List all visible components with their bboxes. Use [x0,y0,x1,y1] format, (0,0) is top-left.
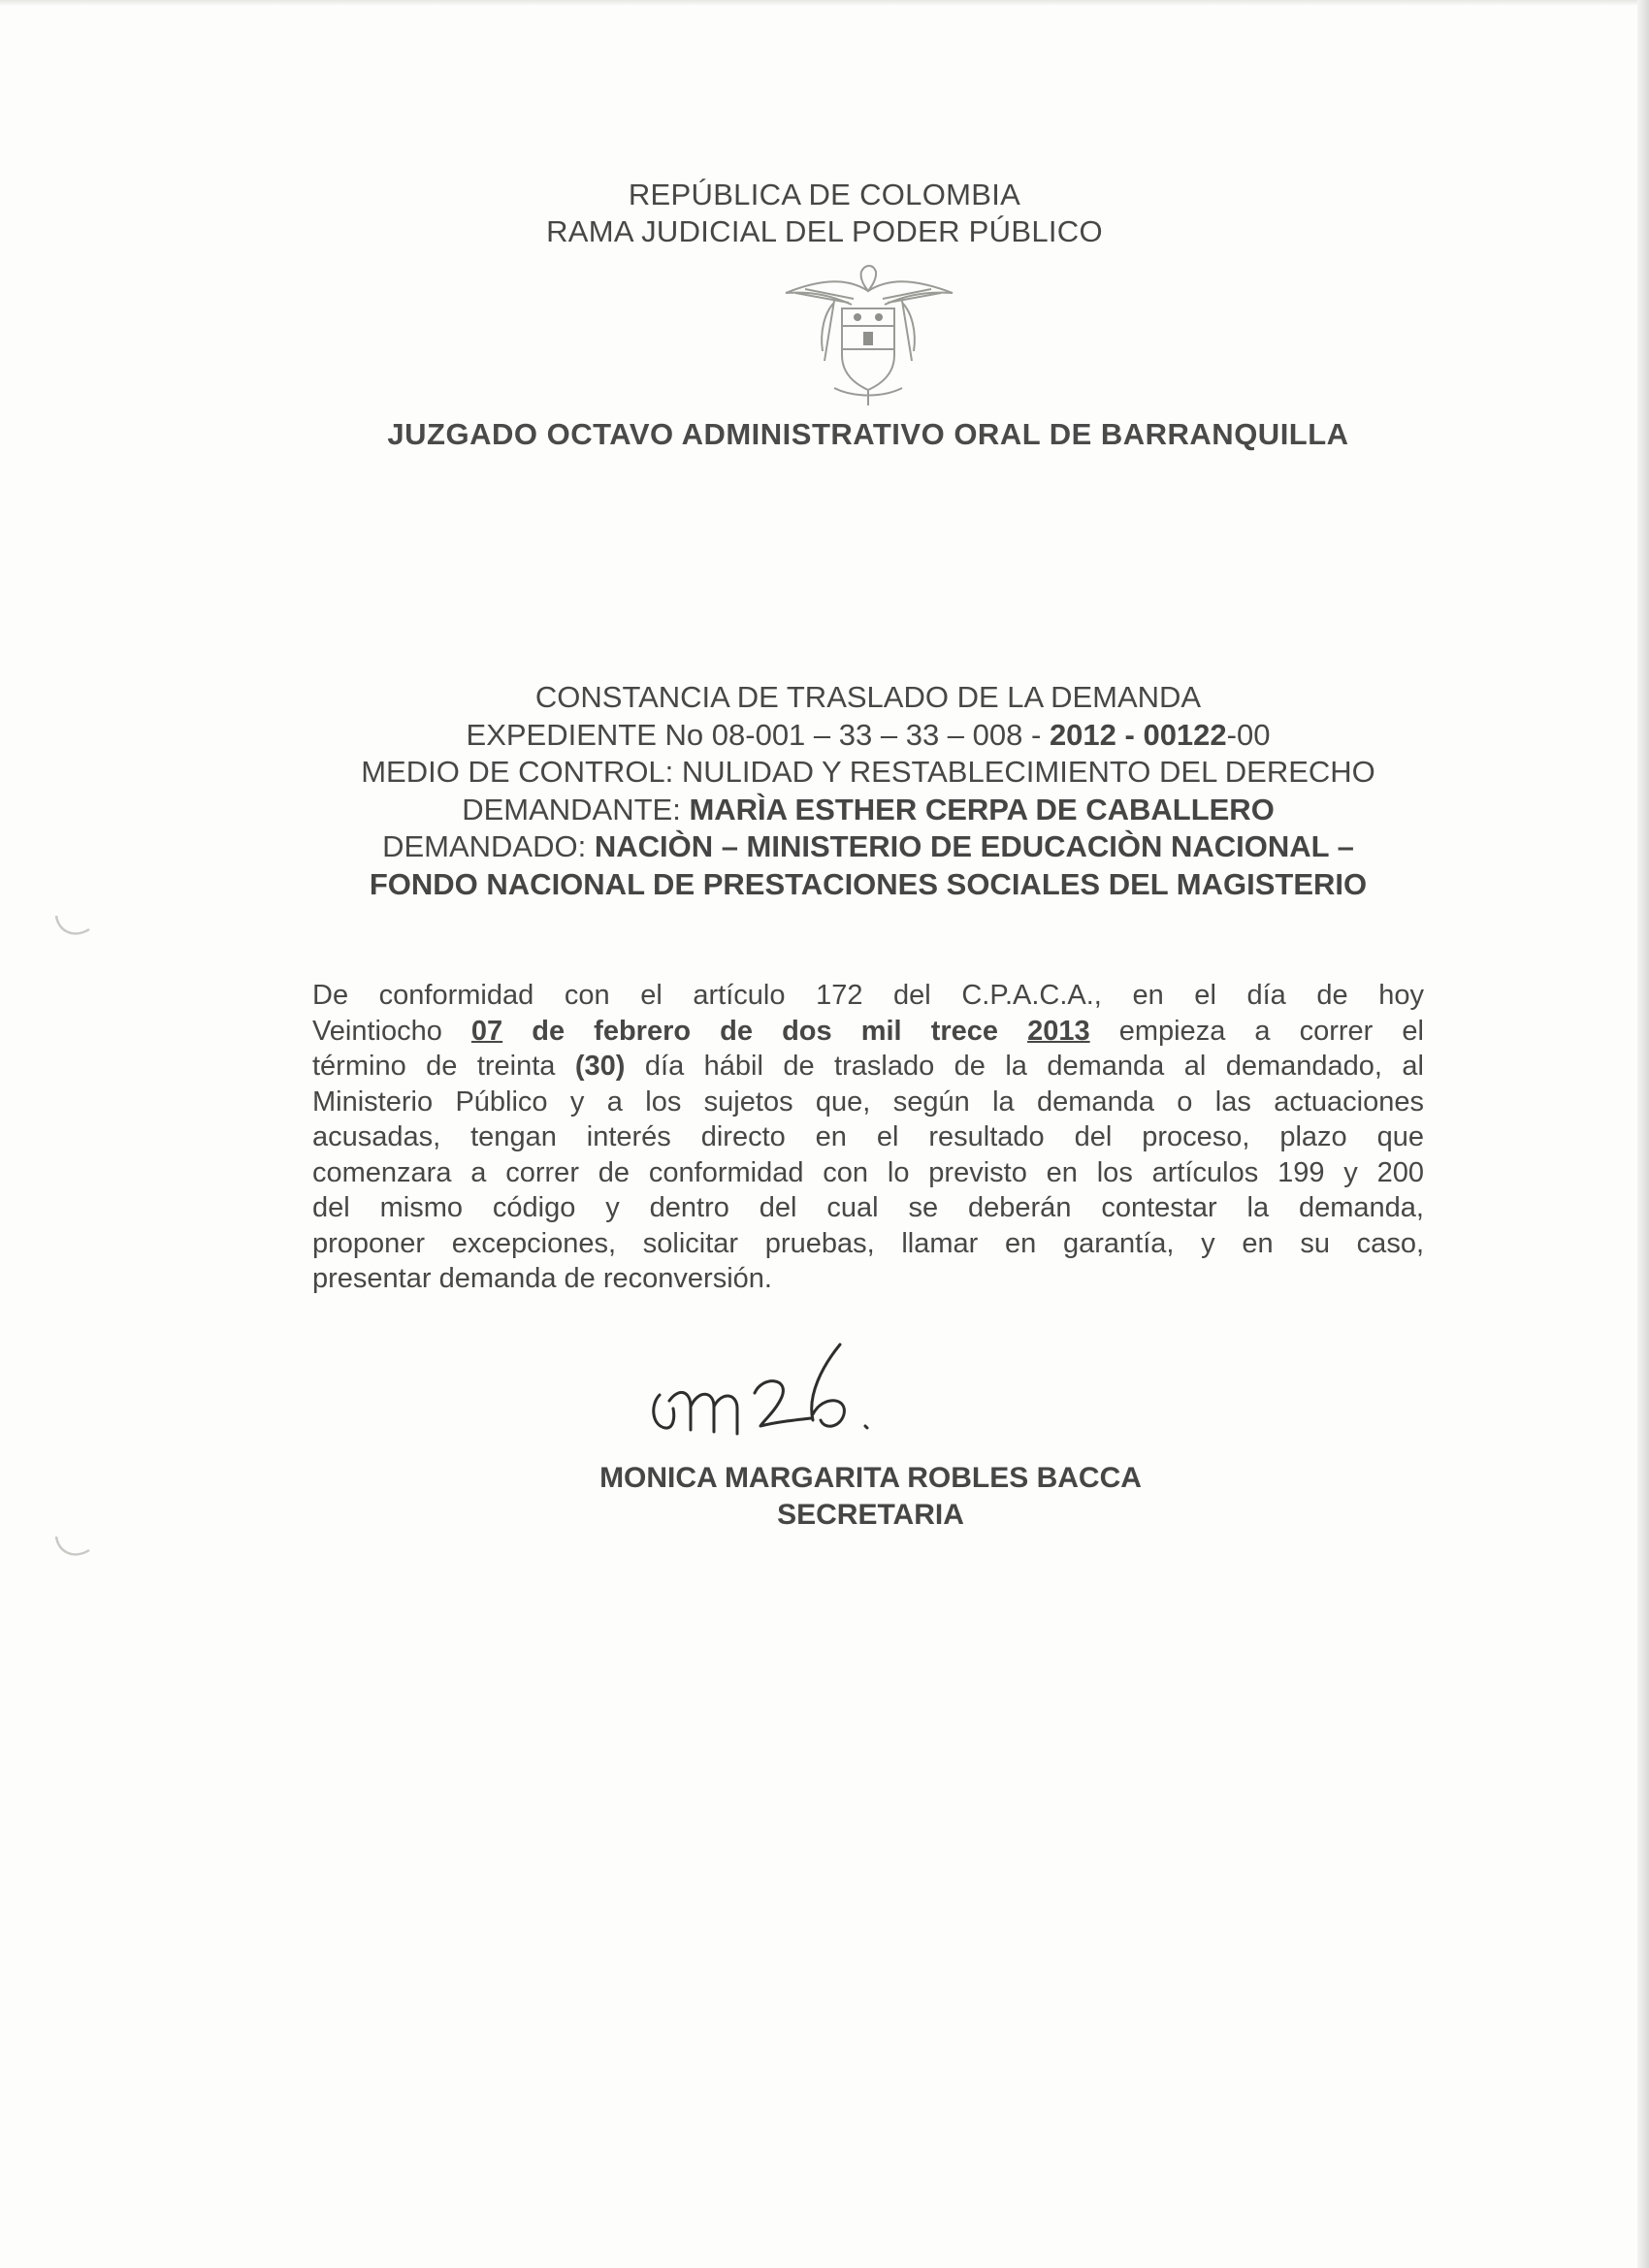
plaintiff-name: MARÌA ESTHER CERPA DE CABALLERO [689,792,1275,826]
case-file-number [87,717,1649,755]
file-suffix: -00 [1226,717,1271,752]
body-text-run: empieza a correr el [1089,1015,1424,1047]
day-value: 07 [470,1015,503,1047]
plaintiff-label: DEMANDANTE: [462,792,690,826]
body-line: comenzara a correr de conformidad con lo previsto en los artículos 199 y 200 [312,1156,1424,1188]
body-line: De conformidad con el artículo 172 del C.P.A.C.A., en el día de hoy [312,980,1424,1011]
date-text: de febrero de dos mil trece [502,1015,1028,1047]
defendant-name: NACIÒN – MINISTERIO DE EDUCACIÒN NACIONAL – [594,829,1354,863]
country-name: REPÚBLICA DE COLOMBIA [628,178,1021,211]
term-days: (30) [574,1051,626,1082]
defendant-label: DEMANDADO: [382,829,595,863]
body-text-run: Veintiocho [312,1015,471,1047]
case-block [0,679,1649,903]
body-line: Ministerio Público y a los sujetos que, según la demanda o las actuaciones [312,1085,1424,1118]
signer-block [0,1460,1649,1534]
body-line: acusadas, tengan interés directo en el resultado del proceso, plazo que [312,1121,1424,1152]
defendant-line [87,828,1649,866]
file-prefix: EXPEDIENTE No 08-001 – 33 – 33 – 008 - [466,717,1050,752]
body-line [312,1049,1424,1085]
body-line: proponer excepciones, solicitar pruebas, llamar en garantía, y en su caso, [312,1227,1424,1259]
plaintiff-line [87,792,1649,829]
body-line: presentar demanda de reconversión. [312,1263,772,1294]
body-paragraph [312,978,1424,1297]
body-line: del mismo código y dentro del cual se deberán contestar la demanda, [312,1192,1424,1223]
year-value: 2013 [1027,1015,1090,1047]
punch-hole-icon [50,902,93,945]
coat-of-arms-icon [776,254,960,409]
body-text-run: día hábil de traslado de la demanda al demandado, al [625,1051,1424,1082]
control-medium: MEDIO DE CONTROL: NULIDAD Y RESTABLECIMIENTO DEL DERECHO [361,755,1375,789]
signer-name: MONICA MARGARITA ROBLES BACCA [599,1462,1142,1494]
defendant-line-2 [87,866,1649,904]
page-right-edge [1637,0,1649,2268]
judicial-branch: RAMA JUDICIAL DEL PODER PÚBLICO [546,214,1103,248]
body-text-run: término de treinta [312,1051,575,1082]
case-title: CONSTANCIA DE TRASLADO DE LA DEMANDA [534,680,1202,714]
defendant-name-continued: FONDO NACIONAL DE PRESTACIONES SOCIALES DEL MAGISTERIO [369,866,1368,901]
file-number-bold: 2012 - 00122 [1049,717,1227,752]
page-top-edge [0,0,1649,6]
signer-role: SECRETARIA [777,1499,964,1531]
document-header [0,177,1649,250]
body-line [312,1014,1424,1050]
court-name: JUZGADO OCTAVO ADMINISTRATIVO ORAL DE BARRANQUILLA [387,417,1349,451]
handwritten-signature [640,1337,951,1453]
